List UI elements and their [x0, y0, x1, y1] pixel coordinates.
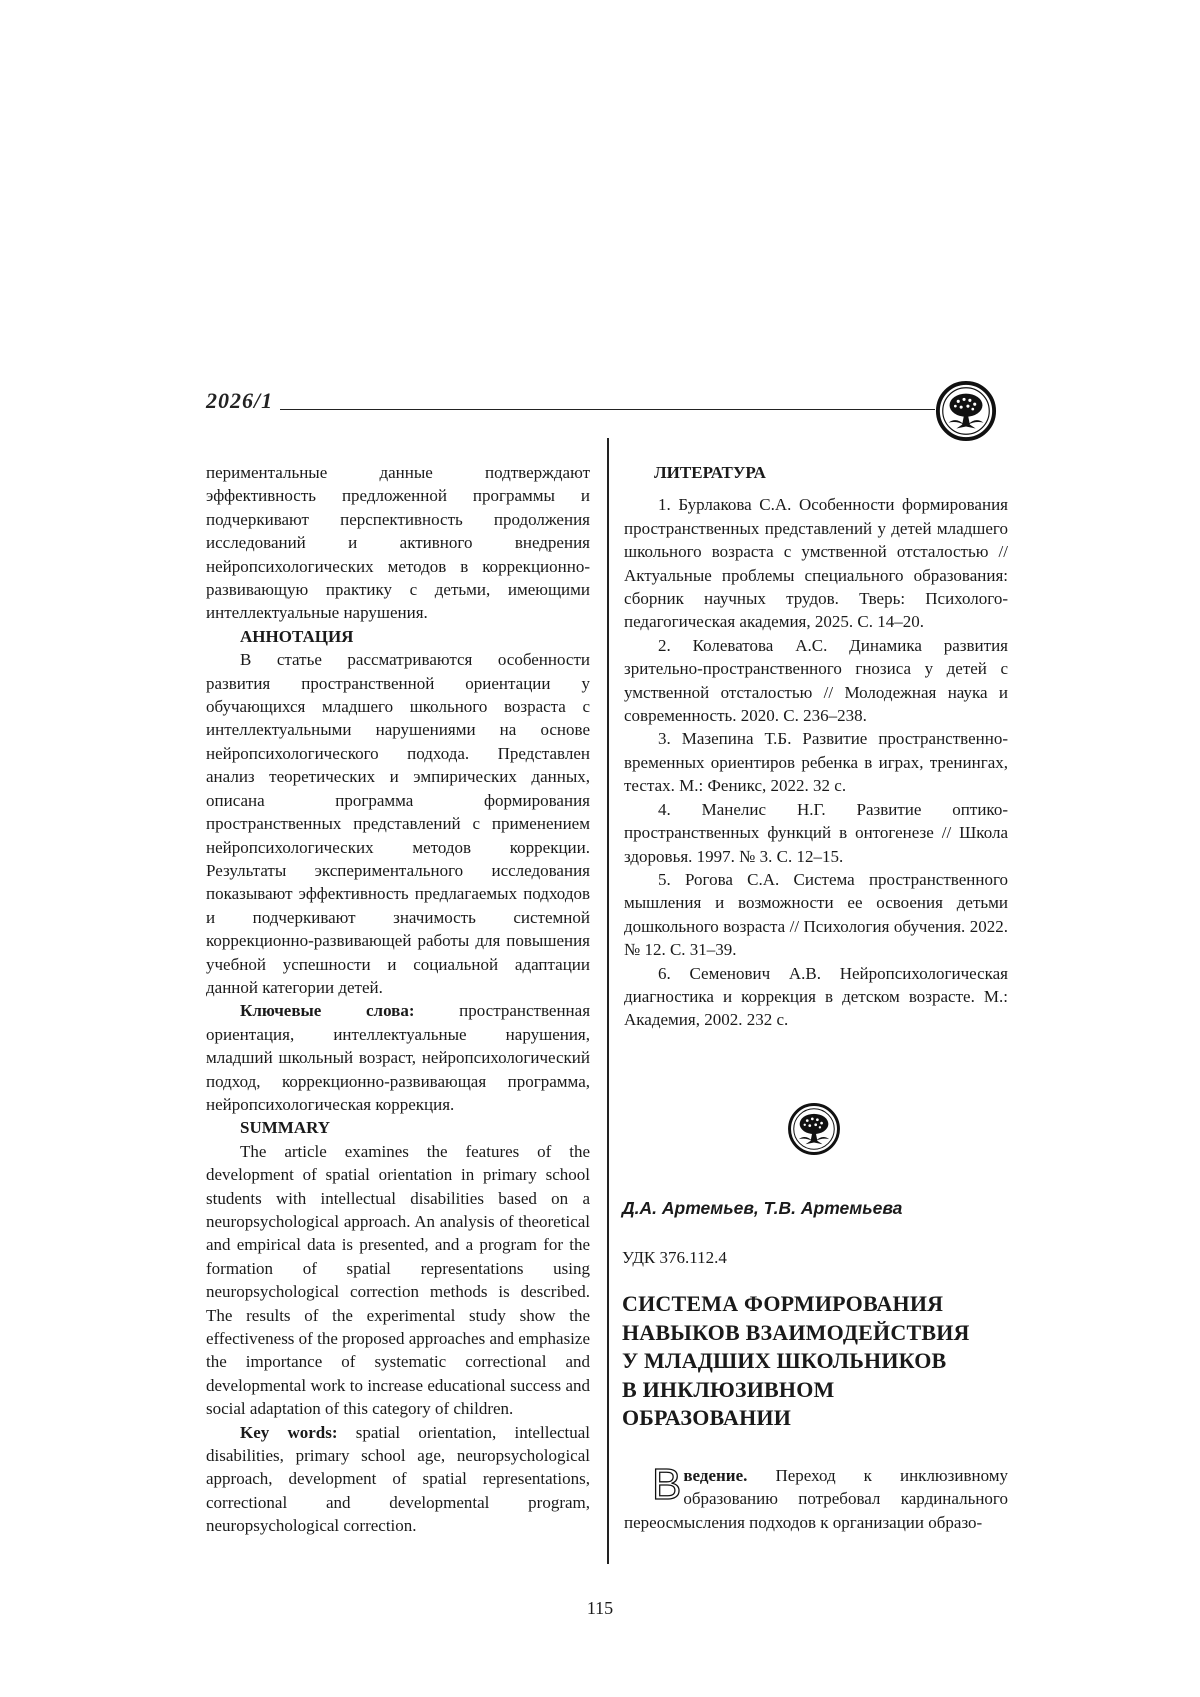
reference-item: 5. Рогова С.А. Система пространственного мышления и возможности ее освоения детьми дошкольного возраста // Психология обучения. 2022. № 12. С. 31–39.	[624, 869, 1008, 960]
article-title-line: СИСТЕМА ФОРМИРОВАНИЯ	[622, 1291, 944, 1316]
introduction-paragraph	[624, 1460, 1008, 1534]
previous-article-conclusion: периментальные данные подтверждают эффективность предложенной программы и подчеркивают перспективность продолжения исследований и активного внедрения нейропсихологических методов в коррекционно-развивающую практику с детьми, имеющими интеллектуальные нарушения.	[206, 463, 590, 623]
journal-emblem-icon	[935, 380, 997, 442]
reference-item: 2. Колеватова А.С. Динамика развития зрительно-пространственного гнозиса у детей с умственной отсталостью // Молодежная наука и современность. 2020. С. 236–238.	[624, 635, 1008, 726]
summary-heading: SUMMARY	[240, 1118, 331, 1138]
article-title	[622, 1290, 1012, 1433]
keywords-paragraph	[206, 999, 590, 1116]
summary-text: The article examines the features of the development of spatial orientation in primary school students with intellectual disabilities based on a neuropsychological approach. An analysis of theoretical and empirical data is presented, and a program for the formation of spatial representations using neuropsychological correction methods is described. The results of the experimental study show the effectiveness of the proposed approaches and emphasize the importance of systematic correctional and developmental work to increase educational success and social adaptation of this category of children.	[206, 1141, 590, 1419]
keywords-label: Ключевые слова:	[240, 1001, 415, 1021]
reference-item: 1. Бурлакова С.А. Особенности формирования пространственных представлений у детей младшего школьного возраста с умственной отсталостью // Актуальные проблемы специального образования: сборник научных трудов. Тверь: Психолого-педагогическая академия, 2025. С. 14–20.	[624, 495, 1008, 632]
keywords-en-paragraph	[206, 1421, 590, 1538]
keywords-text: пространственная ориентация, интеллектуальные нарушения, младший школьный возраст, нейропсихологический подход, коррекционно-развивающая программа, нейропсихологическая коррекция.	[206, 1001, 591, 1114]
article-title-line: В ИНКЛЮЗИВНОМ	[622, 1376, 835, 1402]
journal-issue: 2026/1	[206, 388, 274, 413]
references-section	[624, 461, 1008, 1032]
references-heading: ЛИТЕРАТУРА	[654, 463, 766, 482]
keywords-en-text: spatial orientation, intellectual disabilities, primary school age, neuropsychological approach, development of spatial representations, correctional and developmental program, neuropsychological correction.	[206, 1422, 590, 1536]
introduction-text: Переход к инклюзивному образованию потребовал кардинального переосмысления подходов к организации образо-	[624, 1466, 1008, 1532]
introduction-label: ведение.	[683, 1466, 748, 1485]
annotation-heading: АННОТАЦИЯ	[240, 626, 354, 646]
article-title-line: НАВЫКОВ ВЗАИМОДЕЙСТВИЯ	[622, 1319, 970, 1345]
page-number: 115	[586, 1598, 614, 1618]
article-title-line: У МЛАДШИХ ШКОЛЬНИКОВ	[622, 1348, 947, 1373]
reference-item: 4. Манелис Н.Г. Развитие оптико-пространственных функций в онтогенезе // Школа здоровья. 1997. № 3. С. 12–15.	[624, 799, 1008, 866]
header-rule	[280, 409, 935, 410]
section-divider-emblem-icon	[787, 1102, 841, 1156]
article-title-line: ОБРАЗОВАНИИ	[622, 1405, 792, 1430]
drop-cap-letter: В	[652, 1460, 682, 1509]
article-authors: Д.А. Артемьев, Т.В. Артемьева	[622, 1198, 903, 1218]
annotation-text: В статье рассматриваются особенности развития пространственной ориентации у обучающихся младшего школьного возраста с интеллектуальными нарушениями на основе нейропсихологического подхода. Представлен анализ теоретических и эмпирических данных, описана программа формирования пространственных представлений с применением нейропсихологических методов коррекции. Результаты экспериментального исследования показывают эффективность предлагаемых подходов и подчеркивают значимость системной коррекционно-развивающей работы для повышения учебной успешности и социальной адаптации данной категории детей.	[206, 650, 590, 997]
reference-item: 6. Семенович А.В. Нейропсихологическая диагностика и коррекция в детском возрасте. М.: Академия, 2002. 232 с.	[624, 963, 1008, 1030]
column-divider	[607, 438, 609, 1564]
left-column	[206, 461, 590, 1538]
reference-item: 3. Мазепина Т.Б. Развитие пространственно-временных ориентиров ребенка в играх, тренингах, тестах. М.: Феникс, 2022. 32 с.	[624, 729, 1008, 796]
keywords-en-label: Key words:	[240, 1422, 338, 1442]
udk-code: УДК 376.112.4	[622, 1248, 727, 1267]
